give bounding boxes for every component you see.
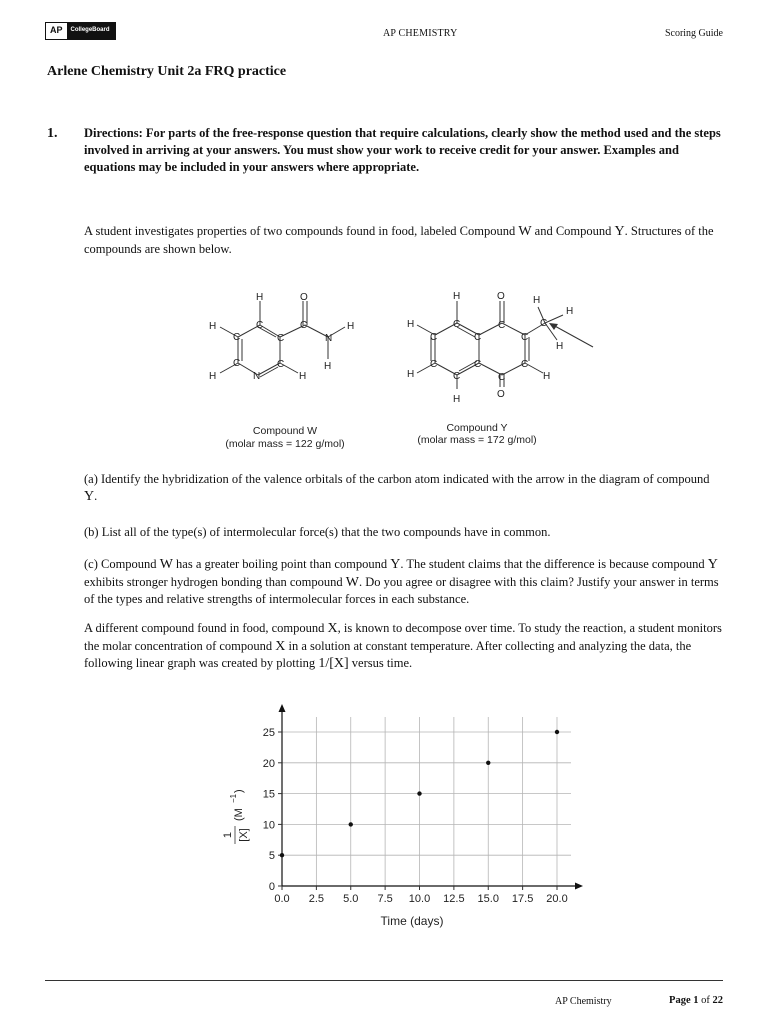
y-tick-label: 25 bbox=[262, 727, 275, 739]
footer-subject: AP Chemistry bbox=[555, 996, 612, 1007]
svg-text:H: H bbox=[347, 321, 355, 332]
y-tick-label: 15 bbox=[262, 788, 275, 801]
svg-text:N: N bbox=[325, 333, 333, 344]
y-tick-label: 5 bbox=[268, 850, 275, 863]
y-axis-arrow bbox=[279, 704, 286, 712]
svg-text:N: N bbox=[253, 371, 261, 382]
svg-text:C: C bbox=[474, 359, 482, 370]
data-point bbox=[280, 853, 284, 857]
svg-text:H: H bbox=[407, 319, 415, 330]
x-tick-label: 12.5 bbox=[443, 893, 465, 905]
svg-text:H: H bbox=[209, 371, 217, 382]
inverse-concentration-graph bbox=[200, 700, 600, 940]
svg-text:C: C bbox=[521, 359, 529, 370]
ap-collegeboard-logo bbox=[45, 22, 116, 40]
svg-text:C: C bbox=[474, 332, 482, 343]
compound-structures-figure bbox=[195, 285, 615, 455]
svg-text:C: C bbox=[521, 332, 529, 343]
y-axis-ticks bbox=[263, 727, 282, 893]
compound-w-atoms bbox=[209, 292, 354, 382]
x-tick-label: 10.0 bbox=[408, 893, 431, 905]
y-tick-label: 20 bbox=[262, 757, 275, 770]
svg-text:H: H bbox=[256, 292, 264, 303]
footer-divider bbox=[45, 980, 723, 981]
svg-text:C: C bbox=[277, 333, 285, 344]
intro-paragraph: A student investigates properties of two compounds found in food, labeled Compound W and Compound Y. Structures of the compounds are shown below. bbox=[84, 224, 714, 256]
y-tick-label: 10 bbox=[262, 819, 275, 832]
logo-ap-text: AP bbox=[46, 23, 67, 39]
svg-text:C: C bbox=[430, 359, 438, 370]
part-a-text: (a) Identify the hybridization of the valence orbitals of the carbon atom indicated with the arrow in the diagram of compound Y. bbox=[84, 472, 710, 504]
directions-text: Directions: For parts of the free-response question that require calculations, clearly show the method used and the steps involved in arriving at your answers. You must show your work to receive credit for your answer. Examples and equations may be included in your answers where appropriate. bbox=[84, 126, 721, 174]
svg-text:H: H bbox=[299, 371, 307, 382]
compound-y-atoms bbox=[407, 291, 573, 405]
header-subject: AP CHEMISTRY bbox=[383, 28, 458, 39]
x-axis-arrow bbox=[575, 883, 583, 890]
y-label-exponent: −1 bbox=[229, 793, 238, 803]
svg-text:C: C bbox=[233, 358, 241, 369]
compound-w-molar-mass: (molar mass = 122 g/mol) bbox=[225, 438, 345, 450]
x-tick-label: 17.5 bbox=[511, 893, 534, 905]
x-tick-label: 5.0 bbox=[343, 893, 359, 905]
svg-text:H: H bbox=[453, 291, 461, 302]
y-tick-label: 0 bbox=[268, 881, 275, 893]
y-label-close: ) bbox=[233, 789, 245, 793]
svg-text:H: H bbox=[324, 361, 332, 372]
compound-w-name: Compound W bbox=[252, 425, 318, 437]
compound-y-name: Compound Y bbox=[446, 422, 508, 434]
svg-text:H: H bbox=[556, 341, 564, 352]
y-label-units: (M bbox=[233, 808, 245, 821]
x-axis-ticks bbox=[274, 886, 567, 905]
y-label-denominator: [X] bbox=[238, 828, 250, 842]
question-number: 1. bbox=[47, 126, 58, 141]
x-tick-label: 2.5 bbox=[308, 893, 325, 905]
svg-text:C: C bbox=[453, 319, 461, 330]
data-point bbox=[486, 761, 490, 765]
svg-text:O: O bbox=[497, 389, 505, 400]
page-title: Arlene Chemistry Unit 2a FRQ practice bbox=[47, 64, 287, 79]
x-tick-label: 7.5 bbox=[377, 893, 393, 905]
y-label-numerator: 1 bbox=[222, 831, 234, 839]
svg-text:C: C bbox=[498, 320, 506, 331]
svg-text:C: C bbox=[540, 318, 548, 329]
chart-grid bbox=[282, 717, 571, 886]
svg-text:C: C bbox=[300, 320, 308, 331]
svg-text:C: C bbox=[498, 372, 506, 383]
data-point bbox=[417, 791, 421, 795]
x-axis-label: Time (days) bbox=[380, 914, 444, 928]
svg-text:H: H bbox=[533, 295, 541, 306]
data-point bbox=[555, 730, 559, 734]
logo-collegeboard-text: CollegeBoard bbox=[67, 23, 115, 39]
header-guide-label: Scoring Guide bbox=[664, 28, 723, 39]
svg-text:H: H bbox=[407, 369, 415, 380]
part-c-text: (c) Compound W has a greater boiling point than compound Y. The student claims that the difference is because compound Y exhibits stronger hydrogen bonding than compound W. Do you agree or disagree with this claim? Justify your answer in terms of the types and relative strengths of intermolecular forces in each substance. bbox=[84, 557, 719, 606]
svg-text:O: O bbox=[300, 292, 308, 303]
svg-text:C: C bbox=[277, 359, 285, 370]
svg-text:C: C bbox=[233, 332, 241, 343]
svg-text:C: C bbox=[453, 371, 461, 382]
svg-text:C: C bbox=[430, 332, 438, 343]
svg-text:H: H bbox=[209, 321, 217, 332]
page-indicator: Page 1 of 22 bbox=[669, 995, 723, 1006]
svg-text:O: O bbox=[497, 291, 505, 302]
data-point bbox=[349, 822, 353, 826]
svg-text:H: H bbox=[453, 394, 461, 405]
part-b-text: (b) List all of the type(s) of intermolecular force(s) that the two compounds have in common. bbox=[84, 525, 551, 539]
svg-text:H: H bbox=[566, 306, 574, 317]
x-tick-label: 15.0 bbox=[477, 893, 499, 905]
compound-y-molar-mass: (molar mass = 172 g/mol) bbox=[417, 434, 537, 446]
part-d-text: A different compound found in food, compound X, is known to decompose over time. To study the reaction, a student monitors the molar concentration of compound X in a solution at constant temperature. After collecting and analyzing the data, the following linear graph was created by plotting 1/[X] versus time. bbox=[84, 621, 722, 671]
y-axis-label bbox=[222, 789, 250, 844]
x-tick-label: 20.0 bbox=[546, 893, 568, 905]
x-tick-label: 0.0 bbox=[274, 893, 290, 905]
compound-y-bonds bbox=[417, 301, 563, 389]
svg-text:H: H bbox=[543, 371, 551, 382]
svg-text:C: C bbox=[256, 320, 264, 331]
